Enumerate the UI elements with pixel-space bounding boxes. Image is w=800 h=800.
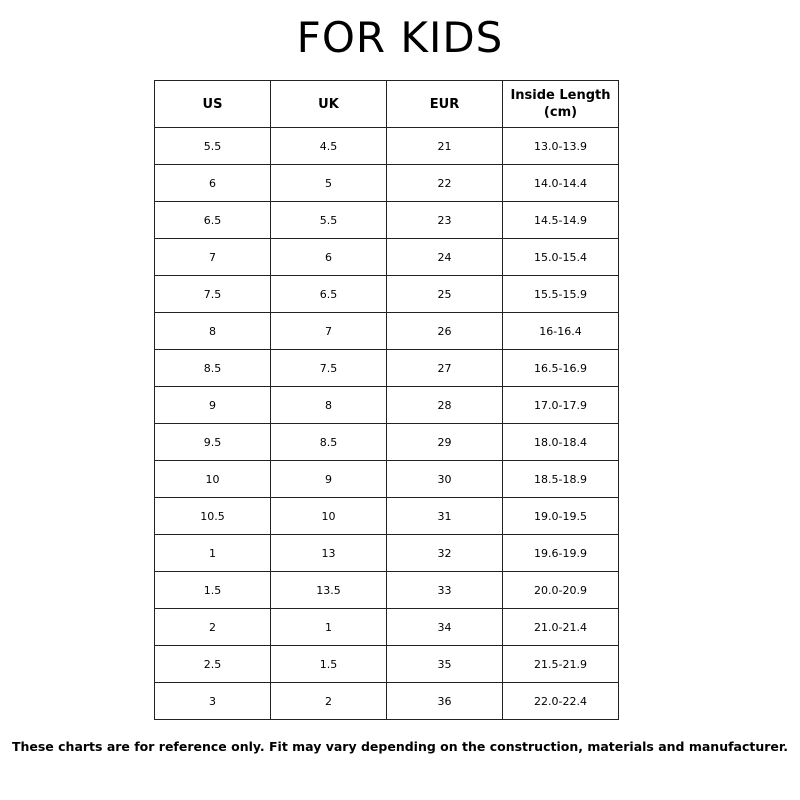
- cell-us: 7.5: [155, 276, 271, 313]
- cell-length: 20.0-20.9: [503, 572, 619, 609]
- cell-us: 2.5: [155, 646, 271, 683]
- cell-uk: 4.5: [271, 128, 387, 165]
- cell-length: 15.5-15.9: [503, 276, 619, 313]
- header-us: US: [155, 81, 271, 128]
- cell-uk: 8.5: [271, 424, 387, 461]
- cell-eur: 28: [387, 387, 503, 424]
- table-row: [155, 313, 619, 350]
- cell-length: 16.5-16.9: [503, 350, 619, 387]
- cell-length: 17.0-17.9: [503, 387, 619, 424]
- cell-eur: 35: [387, 646, 503, 683]
- table-row: [155, 239, 619, 276]
- cell-length: 21.0-21.4: [503, 609, 619, 646]
- cell-length: 15.0-15.4: [503, 239, 619, 276]
- table-row: [155, 609, 619, 646]
- cell-us: 9: [155, 387, 271, 424]
- size-chart-table: [154, 80, 619, 720]
- cell-us: 1.5: [155, 572, 271, 609]
- table-row: [155, 498, 619, 535]
- page-title: FOR KIDS: [296, 13, 504, 62]
- table-row: [155, 165, 619, 202]
- table-header-row: [155, 81, 619, 128]
- cell-length: 14.5-14.9: [503, 202, 619, 239]
- cell-length: 22.0-22.4: [503, 683, 619, 720]
- header-inside-length-unit: (cm): [543, 105, 578, 120]
- cell-uk: 7: [271, 313, 387, 350]
- header-inside-length-label: Inside Length: [510, 88, 611, 103]
- cell-us: 2: [155, 609, 271, 646]
- cell-eur: 27: [387, 350, 503, 387]
- cell-length: 21.5-21.9: [503, 646, 619, 683]
- table-row: [155, 424, 619, 461]
- header-inside-length: [503, 81, 619, 128]
- cell-us: 1: [155, 535, 271, 572]
- cell-length: 18.5-18.9: [503, 461, 619, 498]
- cell-length: 19.0-19.5: [503, 498, 619, 535]
- cell-us: 6.5: [155, 202, 271, 239]
- cell-uk: 9: [271, 461, 387, 498]
- cell-eur: 25: [387, 276, 503, 313]
- table-row: [155, 683, 619, 720]
- cell-eur: 23: [387, 202, 503, 239]
- table-row: [155, 276, 619, 313]
- cell-length: 18.0-18.4: [503, 424, 619, 461]
- table-row: [155, 387, 619, 424]
- cell-uk: 1.5: [271, 646, 387, 683]
- cell-us: 6: [155, 165, 271, 202]
- cell-eur: 34: [387, 609, 503, 646]
- cell-eur: 31: [387, 498, 503, 535]
- cell-length: 16-16.4: [503, 313, 619, 350]
- cell-uk: 10: [271, 498, 387, 535]
- header-eur: EUR: [387, 81, 503, 128]
- cell-us: 7: [155, 239, 271, 276]
- header-uk: UK: [271, 81, 387, 128]
- cell-us: 10: [155, 461, 271, 498]
- cell-uk: 8: [271, 387, 387, 424]
- table-row: [155, 202, 619, 239]
- cell-us: 8.5: [155, 350, 271, 387]
- cell-uk: 1: [271, 609, 387, 646]
- cell-eur: 30: [387, 461, 503, 498]
- table-body: [155, 128, 619, 720]
- table-row: [155, 128, 619, 165]
- cell-eur: 24: [387, 239, 503, 276]
- cell-us: 3: [155, 683, 271, 720]
- cell-eur: 33: [387, 572, 503, 609]
- cell-uk: 13.5: [271, 572, 387, 609]
- cell-uk: 2: [271, 683, 387, 720]
- cell-us: 9.5: [155, 424, 271, 461]
- cell-eur: 26: [387, 313, 503, 350]
- cell-length: 13.0-13.9: [503, 128, 619, 165]
- cell-us: 10.5: [155, 498, 271, 535]
- cell-eur: 32: [387, 535, 503, 572]
- cell-length: 14.0-14.4: [503, 165, 619, 202]
- table-row: [155, 646, 619, 683]
- cell-uk: 7.5: [271, 350, 387, 387]
- cell-uk: 13: [271, 535, 387, 572]
- table-row: [155, 461, 619, 498]
- cell-eur: 36: [387, 683, 503, 720]
- cell-length: 19.6-19.9: [503, 535, 619, 572]
- table-row: [155, 572, 619, 609]
- cell-eur: 22: [387, 165, 503, 202]
- cell-us: 5.5: [155, 128, 271, 165]
- cell-uk: 6.5: [271, 276, 387, 313]
- cell-uk: 6: [271, 239, 387, 276]
- table-row: [155, 350, 619, 387]
- cell-uk: 5: [271, 165, 387, 202]
- disclaimer-footnote: These charts are for reference only. Fit may vary depending on the construction, materials and manufacturer.: [11, 739, 789, 754]
- table-row: [155, 535, 619, 572]
- cell-uk: 5.5: [271, 202, 387, 239]
- cell-us: 8: [155, 313, 271, 350]
- cell-eur: 21: [387, 128, 503, 165]
- cell-eur: 29: [387, 424, 503, 461]
